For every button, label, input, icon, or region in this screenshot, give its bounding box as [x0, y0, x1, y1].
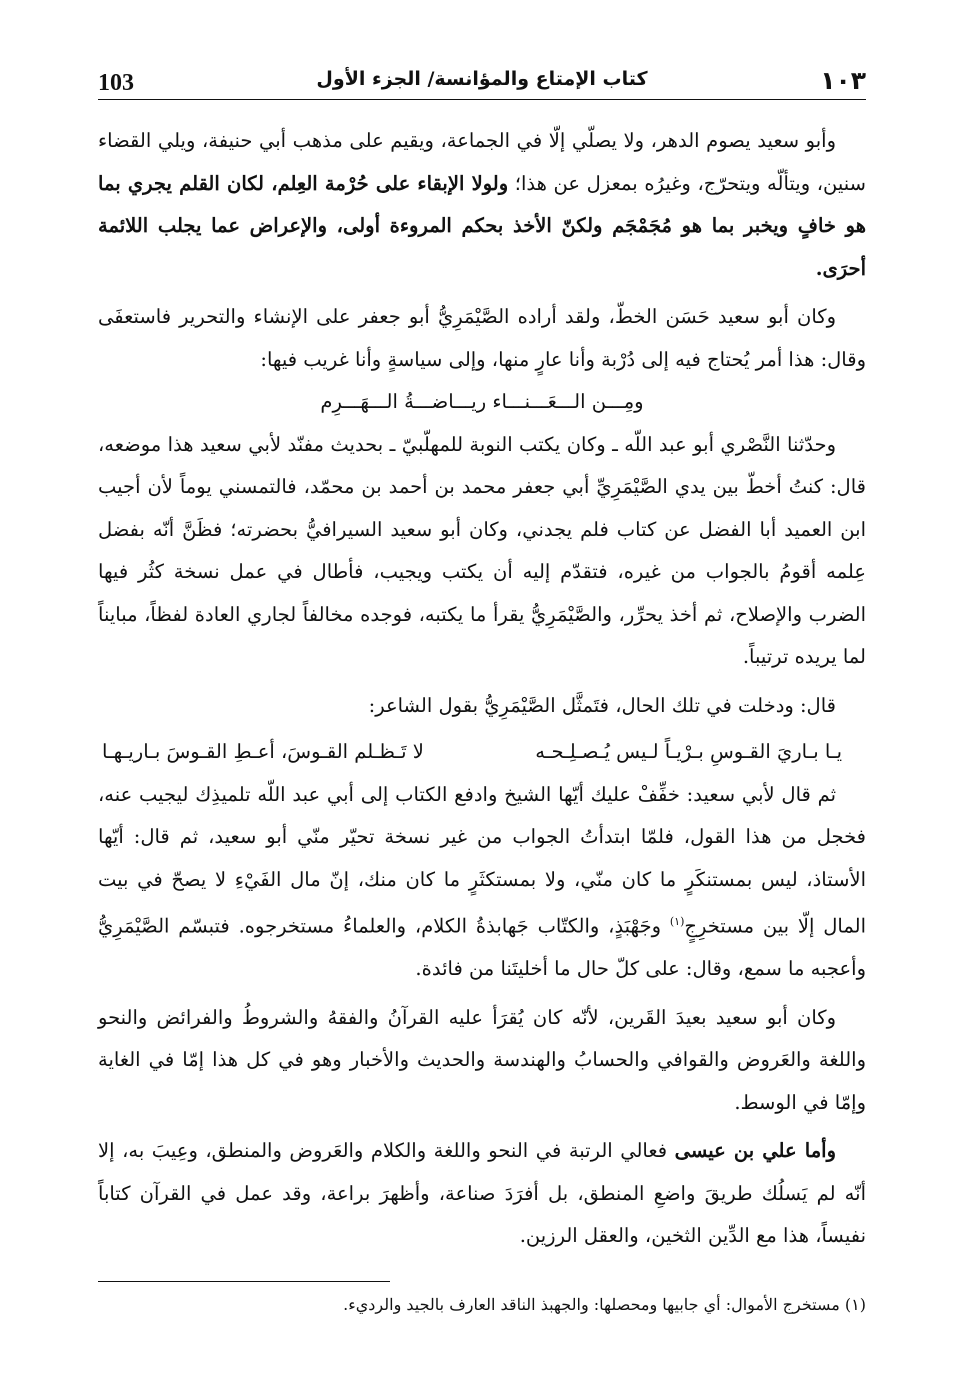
verse-second-hemistich: لا تَـظـلم القـوسَ، أعـطِ القـوسَ بـاريـهـا [102, 740, 424, 763]
paragraph-4: قال: ودخلت في تلك الحال، فتَمثَّل الصَّيْمَرِيُّ بقول الشاعر: [368, 693, 836, 717]
proverb-line: ومِـــن الـــعَـــنـــاء ريـــاضـــةُ الـــهَـــرِم [320, 390, 644, 413]
poetry-verse [98, 731, 866, 774]
verse-first-hemistich: يـا بـاريَ القـوسِ بـرْيـاً لـيس يُـصـلِـحـه [535, 740, 842, 763]
footnote-rule [98, 1281, 390, 1282]
book-page [98, 62, 866, 1352]
footnote: (١) مستخرج الأموال: أي جابيها ومحصلها: والجهبذ الناقد العارف بالجيد والرديء. [343, 1295, 866, 1314]
page-number-latin: 103 [98, 70, 134, 96]
paragraph-5-text-a: ثم قال لأبي سعيد: خفِّفْ عليك أيّها الشيخ وادفع الكتاب إلى أبي عبد اللّه تلميذِك ليجيب عنه، فخجل من هذا القول، فلمّا ابتدأتُ الجواب من غير نسخة تحيّر منّي أبو سعيد، ثم قال: أيّها الأستاذ، ليس بمستنكَرٍ ما كان منّي، ولا بمستكثَرٍ ما كان منك، إنّ مال الفَيْءِ لا يصحّ في بيت المال إلّا بين مستخرِجٍ [98, 782, 866, 938]
page-header [98, 62, 866, 100]
paragraph-6: وكان أبو سعيد بعيدَ القَرين، لأنّه كان يُقرَأ عليه القرآنُ والفقهُ والشروطُ والفرائض والنحو واللغة والعَروض والقوافي والحسابُ والهندسة والحديث والأخبار وهو في كل هذا إمّا في الغاية وإمّا في الوسط. [98, 1005, 866, 1114]
page-number-arabic: ١٠٣ [820, 66, 866, 95]
paragraph-2: وكان أبو سعيد حَسَن الخطّ، ولقد أراده الصَّيْمَرِيُّ أبو جعفر على الإنشاء والتحرير فاستعفَى وقال: هذا أمر يُحتاج فيه إلى دُرْبة وأنا عارٍ منها، وإلى سياسةٍ وأنا غريب فيها: [98, 305, 866, 371]
running-title: كتاب الإمتاع والمؤانسة/ الجزء الأول [316, 68, 648, 90]
footnote-marker: (١) [669, 915, 685, 928]
paragraph-7-bold: وأما علي بن عيسى [674, 1139, 836, 1162]
paragraph-1 [98, 120, 866, 290]
page-body [98, 120, 866, 1258]
paragraph-1-bold: ولولا الإبقاء على حُرْمة العِلم، لكان القلم يجري بما هو خافٍ ويخبر بما هو مُجَمْجَم ولكنّ الأخذ بحكم المروءة أولى، والإعراض عما يجلب اللائمة أحرَى. [98, 171, 867, 280]
paragraph-7-text: فعالي الرتبة في النحو واللغة والكلام والعَروض والمنطق، وعِيبَ به، إلا أنّه لم يَسلُك طريقَ واضعِ المنطق، بل أفرَدَ صناعة، وأظهرَ براعة، وقد عمل في القرآن كتاباً نفيساً، هذا مع الدِّين الثخين، والعقل الرزين. [98, 1139, 866, 1247]
header-rule [98, 99, 866, 100]
paragraph-5-text-b: وجَهْبَذٍ، والكتّاب جَهابذةُ الكلام، والعلماءُ مستخرجوه. فتبسّم الصَّيْمَرِيُّ وأعجبه ما سمع، وقال: على كلّ حال ما أخليتَنا من فائدة. [98, 914, 866, 980]
paragraph-3: وحدّثنا النَّصْري أبو عبد اللّه ـ وكان يكتب النوبة للمهلّبيّ ـ بحديث مفنّد لأبي سعيد هذا موضعه، قال: كنتُ أخطّ بين يدي الصَّيْمَرِيِّ أبي جعفر محمد بن أحمد بن محمّد، فالتمسني يوماً لأن أجيب ابن العميد أبا الفضل عن كتاب فلم يجدني، وكان أبو سعيد السيرافيُّ بحضرته؛ فظَنَّ أنّه بفضل عِلمه أقومُ بالجواب من غيره، فتقدّم إليه أن يكتب ويجيب، فأطال في عمل نسخة كثُر فيها الضرب والإصلاح، ثم أخذ يحرِّر، والصَّيْمَرِيُّ يقرأ ما يكتبه، فوجده مخالفاً لجاري العادة لفظاً، مبايناً لما يريده ترتيباً. [98, 432, 866, 668]
paragraph-7 [98, 1130, 866, 1258]
paragraph-5 [98, 774, 866, 991]
paragraph-1-text: وأبو سعيد يصوم الدهر، ولا يصلّي إلّا في الجماعة، ويقيم على مذهب أبي حنيفة، ويلي القضاء سنين، ويتألّه ويتحرّج، وغيرُه بمعزل عن هذا؛ [98, 129, 866, 195]
